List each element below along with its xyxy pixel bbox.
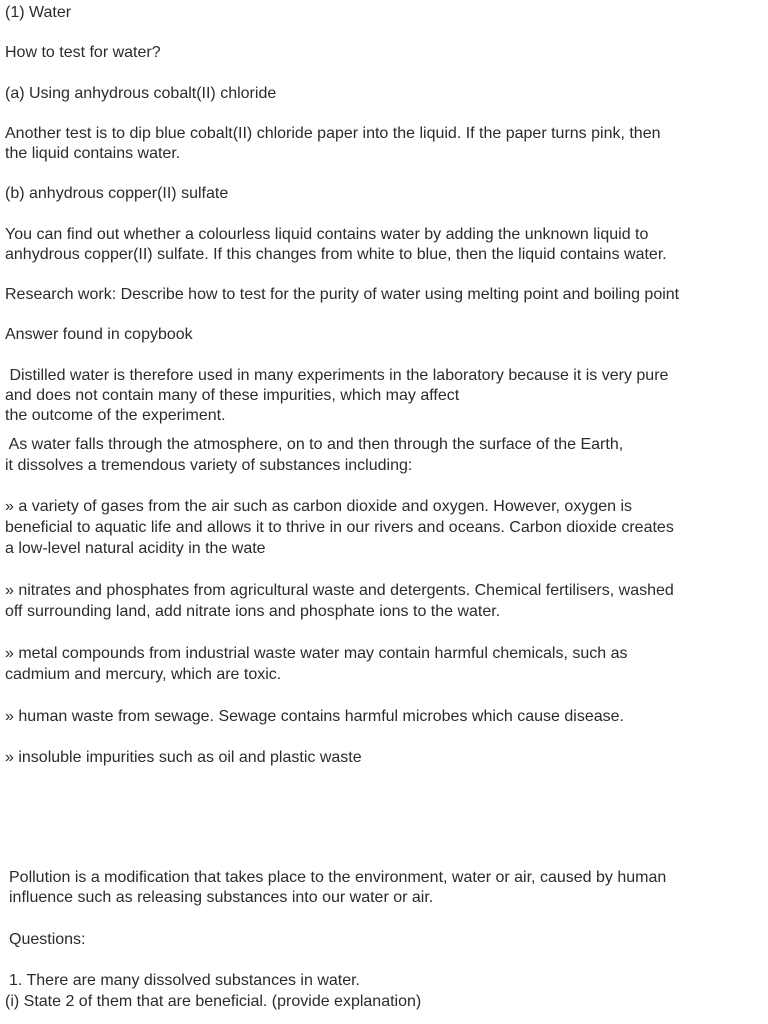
question-1-i: (i) State 2 of them that are beneficial. (provide explanation) <box>5 993 422 1010</box>
test-b-text-line-2: anhydrous copper(II) sulfate. If this changes from white to blue, then the liquid contains water. <box>5 246 667 263</box>
falls-text-line-1: As water falls through the atmosphere, on to and then through the surface of the Earth, <box>5 436 624 453</box>
bullet-gases-line-1: » a variety of gases from the air such as carbon dioxide and oxygen. However, oxygen is <box>5 498 633 515</box>
test-b-title: (b) anhydrous copper(II) sulfate <box>5 185 229 202</box>
questions-label: Questions: <box>9 931 86 948</box>
distilled-text-line-1: Distilled water is therefore used in many experiments in the laboratory because it is very pure <box>5 367 669 384</box>
test-question: How to test for water? <box>5 44 161 61</box>
bullet-nitrates-line-1: » nitrates and phosphates from agricultural waste and detergents. Chemical fertilisers, washed <box>5 582 674 599</box>
test-a-title: (a) Using anhydrous cobalt(II) chloride <box>5 85 277 102</box>
bullet-gases-line-2: beneficial to aquatic life and allows it to thrive in our rivers and oceans. Carbon dioxide creates <box>5 519 674 536</box>
research-work: Research work: Describe how to test for the purity of water using melting point and boiling point <box>5 286 680 303</box>
test-b-text-line-1: You can find out whether a colourless liquid contains water by adding the unknown liquid to <box>5 226 649 243</box>
test-a-text-line-2: the liquid contains water. <box>5 145 181 162</box>
bullet-gases-line-3: a low-level natural acidity in the wate <box>5 540 266 557</box>
test-a-text-line-1: Another test is to dip blue cobalt(II) chloride paper into the liquid. If the paper turns pink, then <box>5 125 661 142</box>
bullet-nitrates-line-2: off surrounding land, add nitrate ions and phosphate ions to the water. <box>5 603 501 620</box>
question-1: 1. There are many dissolved substances in water. <box>9 972 360 989</box>
pollution-text-line-2: influence such as releasing substances into our water or air. <box>9 889 434 906</box>
pollution-text-line-1: Pollution is a modification that takes place to the environment, water or air, caused by human <box>9 869 667 886</box>
distilled-text-line-3: the outcome of the experiment. <box>5 407 226 424</box>
bullet-metals-line-2: cadmium and mercury, which are toxic. <box>5 666 282 683</box>
section-heading: (1) Water <box>5 4 72 21</box>
falls-text-line-2: it dissolves a tremendous variety of substances including: <box>5 457 413 474</box>
answer-note: Answer found in copybook <box>5 326 193 343</box>
bullet-insoluble: » insoluble impurities such as oil and plastic waste <box>5 749 362 766</box>
bullet-sewage: » human waste from sewage. Sewage contains harmful microbes which cause disease. <box>5 708 624 725</box>
distilled-text-line-2: and does not contain many of these impurities, which may affect <box>5 387 460 404</box>
bullet-metals-line-1: » metal compounds from industrial waste water may contain harmful chemicals, such as <box>5 645 628 662</box>
